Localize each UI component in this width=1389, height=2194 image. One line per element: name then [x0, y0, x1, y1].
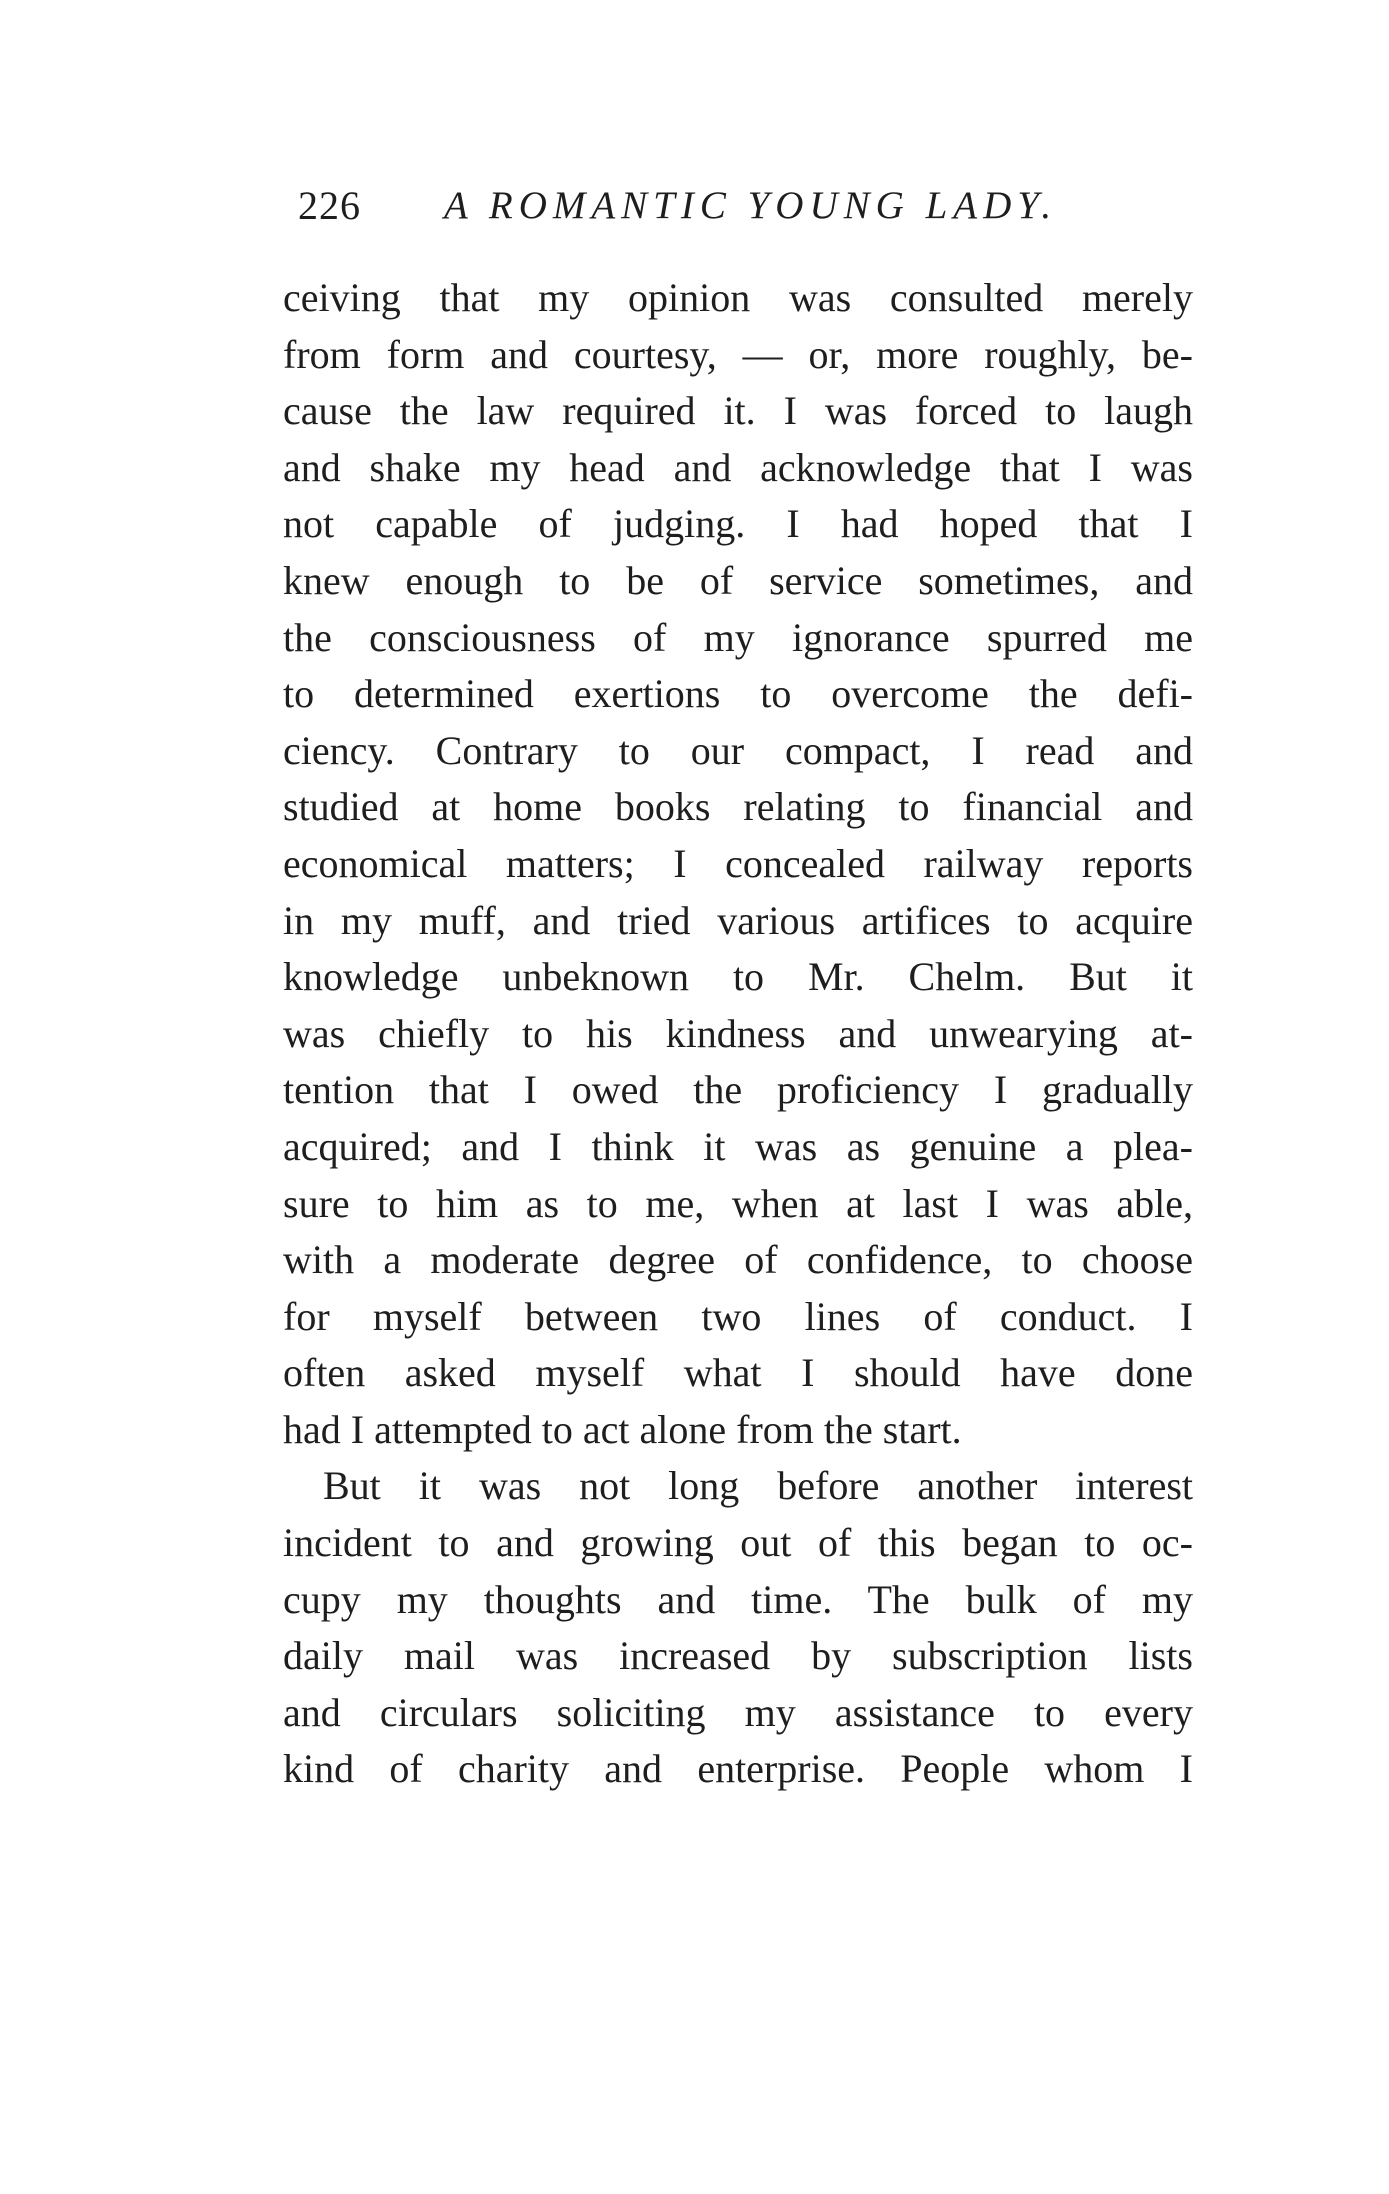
text-line: knowledge unbeknown to Mr. Chelm. But it	[283, 954, 1193, 1000]
page-number: 226	[298, 183, 361, 228]
text-line: knew enough to be of service sometimes, and	[283, 557, 1193, 603]
text-line: cause the law required it. I was forced to laugh	[283, 388, 1193, 434]
text-line: in my muff, and tried various artifices to acquire	[283, 897, 1193, 943]
running-title: A ROMANTIC YOUNG LADY.	[444, 184, 1058, 227]
page-header	[298, 176, 1198, 236]
paragraph-end-line: had I attempted to act alone from the start.	[283, 1406, 962, 1452]
text-line: studied at home books relating to financial and	[283, 784, 1193, 830]
text-line: tention that I owed the proficiency I gradually	[283, 1067, 1193, 1113]
text-line: often asked myself what I should have done	[283, 1350, 1193, 1396]
text-line: and shake my head and acknowledge that I was	[283, 444, 1193, 490]
text-line: incident to and growing out of this began to oc-	[283, 1520, 1193, 1566]
text-line: was chiefly to his kindness and unwearying at-	[283, 1010, 1193, 1056]
text-line: not capable of judging. I had hoped that I	[283, 501, 1193, 547]
text-line: acquired; and I think it was as genuine a plea-	[283, 1123, 1193, 1169]
text-line: economical matters; I concealed railway reports	[283, 840, 1193, 886]
text-line: and circulars soliciting my assistance to every	[283, 1689, 1193, 1735]
text-line: ceiving that my opinion was consulted merely	[283, 275, 1193, 320]
text-line: sure to him as to me, when at last I was able,	[283, 1180, 1193, 1226]
text-line: ciency. Contrary to our compact, I read and	[283, 727, 1193, 773]
text-line: from form and courtesy, — or, more roughly, be-	[283, 331, 1193, 377]
text-line: the consciousness of my ignorance spurred me	[283, 614, 1193, 660]
text-line: cupy my thoughts and time. The bulk of my	[283, 1576, 1193, 1622]
body-text	[283, 270, 1193, 1798]
text-line: with a moderate degree of confidence, to choose	[283, 1237, 1193, 1283]
text-line: for myself between two lines of conduct. I	[283, 1293, 1193, 1339]
text-line: kind of charity and enterprise. People whom I	[283, 1746, 1193, 1792]
text-line: to determined exertions to overcome the defi-	[283, 671, 1193, 717]
paragraph-start-line: But it was not long before another interest	[323, 1463, 1193, 1509]
text-line: daily mail was increased by subscription lists	[283, 1633, 1193, 1679]
